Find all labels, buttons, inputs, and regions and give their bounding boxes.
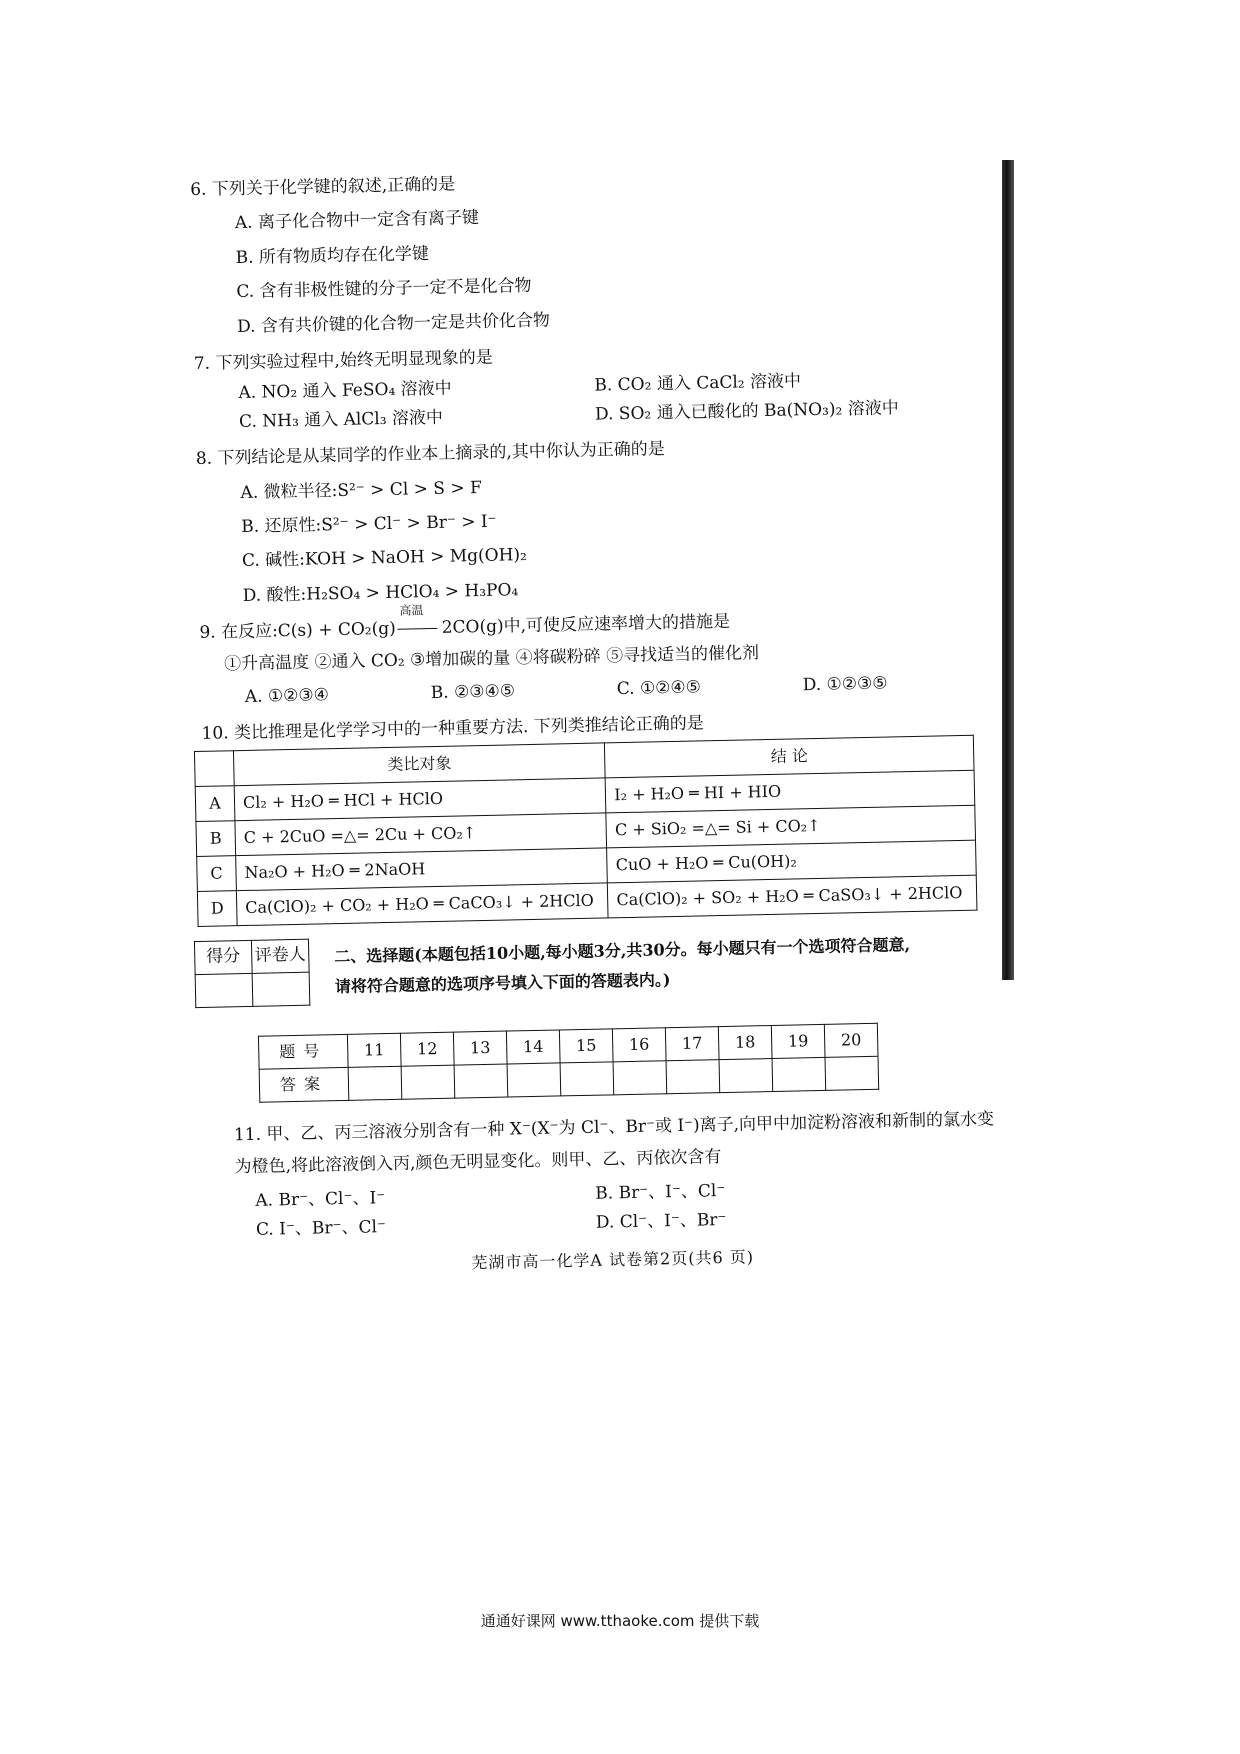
row-label: A: [195, 785, 235, 821]
q6-option-c: C. 含有非极性键的分子一定不是化合物: [236, 276, 532, 303]
conclusion-cell: CuO + H₂O ═ Cu(OH)₂: [607, 840, 976, 883]
q9-reaction-arrow: [396, 603, 442, 639]
question-8: [196, 432, 999, 607]
q9-option-c: C. ①②④⑤: [616, 677, 702, 700]
q9-stem-pre: 9. 在反应:C(s) + CO₂(g): [199, 618, 396, 643]
score-label: 得分: [194, 940, 252, 974]
analogy-header-object: 类比对象: [233, 743, 605, 786]
answer-number: 11: [347, 1033, 401, 1067]
q9-option-a: A. ①②③④: [244, 685, 330, 707]
analogy-header-conclusion: 结 论: [605, 735, 974, 778]
q7-option-b: B. CO₂ 通入 CaCl₂ 溶液中: [594, 371, 802, 396]
q9-option-b: B. ②③④⑤: [430, 681, 516, 703]
question-11: [210, 1103, 1012, 1241]
q6-option-b: B. 所有物质均存在化学键: [235, 243, 430, 268]
row-label: C: [197, 855, 237, 891]
grader-label: 评卷人: [251, 939, 309, 973]
question-10: [201, 707, 1005, 926]
q9-measures: ①升高温度 ②通入 CO₂ ③增加碳的量 ④将碳粉碎 ⑤寻找适当的催化剂: [223, 643, 760, 675]
answer-number: 17: [665, 1026, 719, 1060]
q11-option-c: C. I⁻、Br⁻、Cl⁻: [255, 1216, 387, 1240]
answer-cell[interactable]: [825, 1056, 879, 1090]
q9-option-d: D. ①②③⑤: [802, 673, 888, 696]
conclusion-cell: Ca(ClO)₂ + SO₂ + H₂O ═ CaSO₃↓ + 2HClO: [608, 875, 977, 918]
question-7-stem: 7. 下列实验过程中,始终无明显现象的是: [193, 347, 494, 374]
answer-grid-head: 题号: [258, 1034, 348, 1069]
analog-cell: Ca(ClO)₂ + CO₂ + H₂O ═ CaCO₃↓ + 2HClO: [236, 883, 608, 926]
q11-option-b: B. Br⁻、I⁻、Cl⁻: [595, 1181, 726, 1204]
answer-cell[interactable]: [348, 1066, 402, 1100]
grader-field[interactable]: [252, 972, 310, 1006]
analog-cell: Na₂O + H₂O ═ 2NaOH: [236, 848, 608, 891]
q11-option-a: A. Br⁻、Cl⁻、I⁻: [255, 1188, 386, 1212]
q8-option-d: D. 酸性:H₂SO₄ > HClO₄ > H₃PO₄: [242, 579, 519, 606]
question-7: [194, 337, 995, 433]
answer-number: 13: [453, 1031, 507, 1065]
question-11-stem: 11. 甲、乙、丙三溶液分别含有一种 X⁻(X⁻为 Cl⁻、Br⁻或 I⁻)离子,向甲中加淀粉溶液和新制的氯水变为橙色,将此溶液倒入丙,颜色无明显变化。则甲、乙、丙依次含有: [233, 1109, 995, 1178]
question-6: [190, 163, 993, 338]
question-8-stem: 8. 下列结论是从某同学的作业本上摘录的,其中你认为正确的是: [195, 439, 665, 470]
answer-cell[interactable]: [507, 1063, 561, 1097]
answer-number: 14: [506, 1030, 560, 1064]
answer-number: 19: [771, 1024, 825, 1058]
answer-cell[interactable]: [719, 1058, 773, 1092]
row-label: B: [196, 820, 236, 856]
analogy-table: [194, 734, 978, 926]
q7-option-a: A. NO₂ 通入 FeSO₄ 溶液中: [238, 378, 452, 404]
analog-cell: Cl₂ + H₂O ═ HCl + HClO: [234, 778, 606, 821]
question-10-stem: 10. 类比推理是化学学习中的一种重要方法. 下列类推结论正确的是: [201, 713, 704, 745]
answer-number: 18: [718, 1025, 772, 1059]
score-box: [194, 938, 310, 1007]
q7-option-d: D. SO₂ 通入已酸化的 Ba(NO₃)₂ 溶液中: [594, 397, 899, 425]
q8-option-b: B. 还原性:S²⁻ > Cl⁻ > Br⁻ > I⁻: [241, 511, 497, 537]
conclusion-cell: I₂ + H₂O ═ HI + HIO: [605, 770, 974, 813]
answer-cell[interactable]: [560, 1061, 614, 1095]
conclusion-cell: C + SiO₂ =△= Si + CO₂↑: [606, 805, 975, 848]
q9-stem-post: 2CO(g)中,可使反应速率增大的措施是: [441, 611, 731, 638]
page-footer: 芜湖市高一化学A 试卷第2页(共6 页): [471, 1247, 755, 1273]
score-field[interactable]: [195, 973, 253, 1007]
answer-cell[interactable]: [454, 1064, 508, 1098]
q6-option-a: A. 离子化合物中一定含有离子键: [234, 208, 480, 234]
q8-option-a: A. 微粒半径:S²⁻ > Cl > S > F: [240, 477, 483, 503]
exam-page: [190, 163, 1013, 1278]
q7-option-c: C. NH₃ 通入 AlCl₃ 溶液中: [238, 407, 444, 432]
answer-number: 15: [559, 1028, 613, 1062]
section-2-header: [206, 924, 1008, 1031]
answer-number: 12: [400, 1032, 454, 1066]
answer-grid: [258, 1022, 879, 1102]
answer-number: 16: [612, 1027, 666, 1061]
answer-cell[interactable]: [666, 1059, 720, 1093]
q6-option-d: D. 含有共价键的化合物一定是共价化合物: [236, 310, 551, 337]
q8-option-c: C. 碱性:KOH > NaOH > Mg(OH)₂: [241, 545, 528, 572]
q11-option-d: D. Cl⁻、I⁻、Br⁻: [595, 1209, 727, 1233]
answer-cell[interactable]: [772, 1057, 826, 1091]
answer-number: 20: [824, 1023, 878, 1057]
section-2-title: 二、选择题(本题包括10小题,每小题3分,共30分。每小题只有一个选项符合题意,请将符合题意的选项序号填入下面的答题表内。): [334, 934, 911, 997]
q9-condition: 高温: [399, 603, 424, 618]
source-note: 通通好课网 www.tthaoke.com 提供下载: [480, 1612, 760, 1630]
row-label: D: [197, 890, 237, 926]
question-9: [199, 603, 1001, 708]
answer-cell[interactable]: [401, 1065, 455, 1099]
question-9-stem: [199, 603, 999, 643]
analog-cell: C + 2CuO =△= 2Cu + CO₂↑: [235, 813, 607, 856]
answer-grid-answer-label: 答案: [259, 1067, 349, 1102]
answer-cell[interactable]: [613, 1060, 667, 1094]
question-6-stem: 6. 下列关于化学键的叙述,正确的是: [190, 174, 456, 200]
